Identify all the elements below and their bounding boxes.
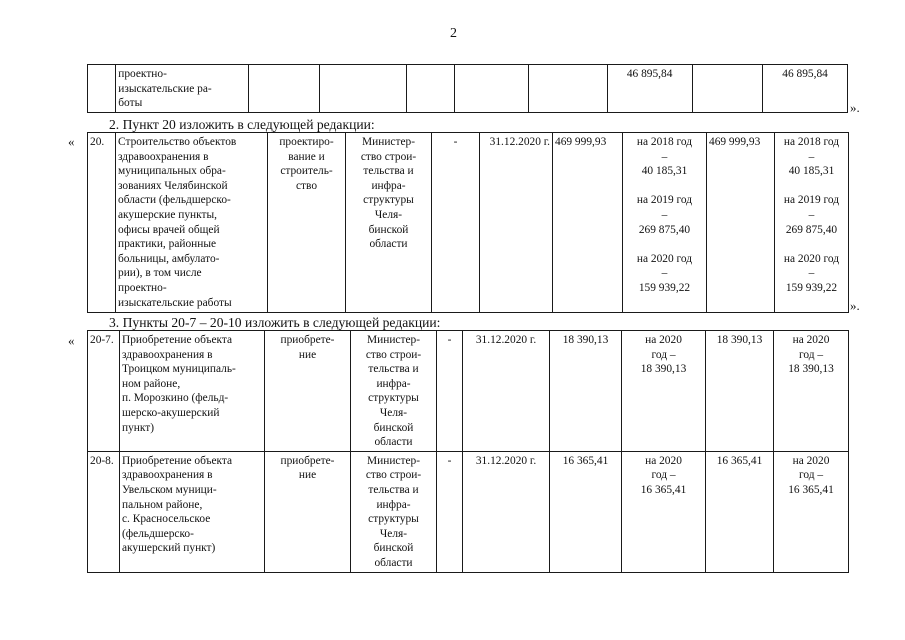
cell-total2 (692, 65, 763, 113)
cell-deadline: 31.12.2020 г. (463, 331, 550, 452)
cell-yearly: 46 895,84 (607, 65, 692, 113)
cell-total (529, 65, 608, 113)
cell-type (249, 65, 320, 113)
table-items-20-7 (87, 330, 849, 573)
cell-ministry: Министер- ство строи- тельства и инфра- структуры Челя- бинской области (351, 451, 437, 572)
table-top-fragment (87, 64, 848, 113)
cell-capacity (406, 65, 454, 113)
section-heading-3: 3. Пункты 20-7 – 20-10 изложить в следующей редакции: (109, 315, 441, 330)
cell-type: приобрете- ние (265, 331, 351, 452)
cell-type: проектиро- вание и строитель- ство (268, 133, 346, 313)
cell-total2: 16 365,41 (706, 451, 774, 572)
cell-deadline: 31.12.2020 г. (463, 451, 550, 572)
cell-no: 20-7. (88, 331, 120, 452)
table-row (88, 451, 849, 572)
cell-yearly2: 46 895,84 (763, 65, 848, 113)
cell-name: Приобретение объекта здравоохранения в Троицком муниципаль- ном районе, п. Морозкино (фельд- шерско-акушерский пункт) (120, 331, 265, 452)
cell-no: 20. (88, 133, 116, 313)
cell-name: Приобретение объекта здравоохранения в Увельском муници- пальном районе, с. Красносельское (фельдшерско- акушерский пункт) (120, 451, 265, 572)
table-row (88, 133, 849, 313)
cell-name: Строительство объектов здравоохранения в муниципальных обра- зованиях Челябинской области (фельдшерско- акушерские пункты, офисы врачей общей практики, районные больницы, амбулато- рии), в том числе проектно- изыскательские работы (116, 133, 268, 313)
table-row (88, 65, 848, 113)
close-quote: ». (850, 100, 860, 115)
table-row (88, 331, 849, 452)
cell-capacity: - (437, 451, 463, 572)
cell-yearly2: на 2020 год – 18 390,13 (774, 331, 849, 452)
cell-total: 18 390,13 (550, 331, 622, 452)
cell-capacity: - (432, 133, 480, 313)
page-number: 2 (450, 26, 457, 41)
table-item-20 (87, 132, 849, 313)
cell-yearly: на 2018 год – 40 185,31 на 2019 год – 269 875,40 на 2020 год – 159 939,22 (623, 133, 707, 313)
cell-total2: 469 999,93 (707, 133, 775, 313)
cell-ministry (320, 65, 407, 113)
close-quote: ». (850, 298, 860, 313)
cell-no (88, 65, 116, 113)
section-heading-2: 2. Пункт 20 изложить в следующей редакции: (109, 117, 375, 132)
cell-yearly2: на 2018 год – 40 185,31 на 2019 год – 269 875,40 на 2020 год – 159 939,22 (775, 133, 849, 313)
cell-ministry: Министер- ство строи- тельства и инфра- структуры Челя- бинской области (346, 133, 432, 313)
cell-ministry: Министер- ство строи- тельства и инфра- структуры Челя- бинской области (351, 331, 437, 452)
cell-deadline: 31.12.2020 г. (480, 133, 553, 313)
cell-deadline (455, 65, 529, 113)
cell-yearly2: на 2020 год – 16 365,41 (774, 451, 849, 572)
cell-type: приобрете- ние (265, 451, 351, 572)
cell-yearly: на 2020 год – 18 390,13 (622, 331, 706, 452)
open-quote: « (68, 333, 75, 348)
cell-name: проектно- изыскательские ра- боты (116, 65, 249, 113)
cell-no: 20-8. (88, 451, 120, 572)
cell-total: 469 999,93 (553, 133, 623, 313)
cell-total2: 18 390,13 (706, 331, 774, 452)
cell-yearly: на 2020 год – 16 365,41 (622, 451, 706, 572)
open-quote: « (68, 134, 75, 149)
cell-total: 16 365,41 (550, 451, 622, 572)
cell-capacity: - (437, 331, 463, 452)
